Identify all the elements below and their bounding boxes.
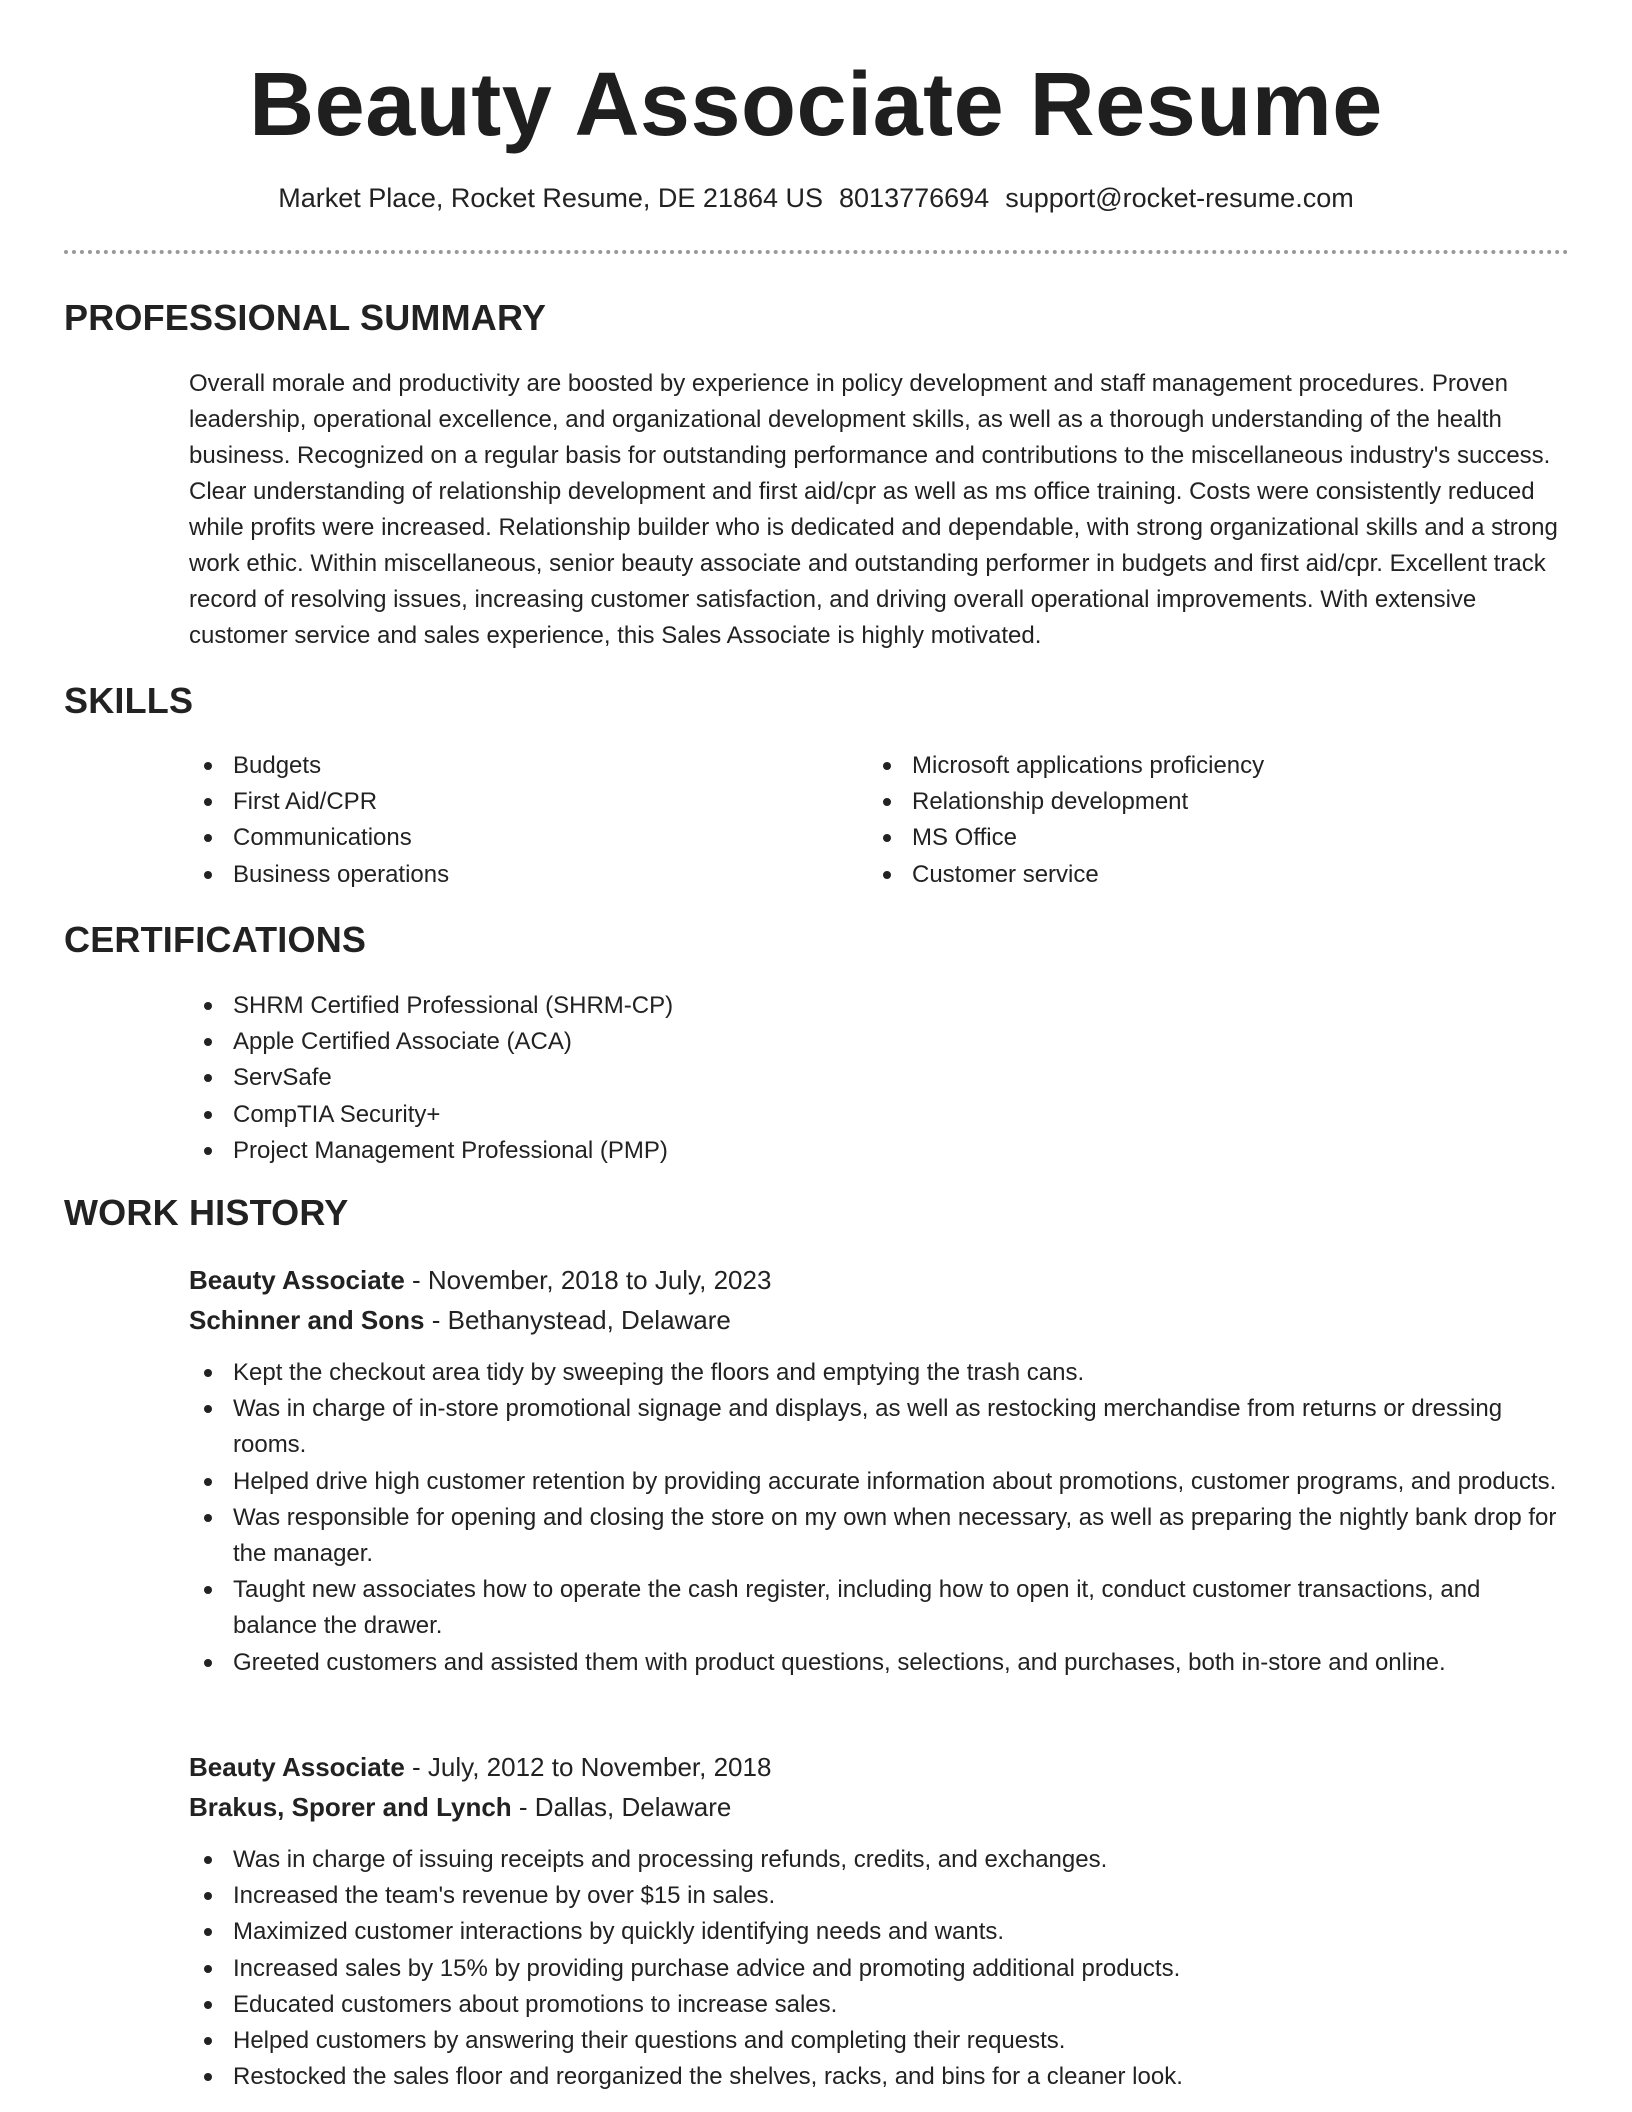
job-bullets bbox=[189, 1842, 1569, 2095]
contact-phone: 8013776694 bbox=[839, 183, 990, 213]
job-bullet: Greeted customers and assisted them with product questions, selections, and purchases, both in-store and online. bbox=[189, 1645, 1569, 1681]
job-company: Brakus, Sporer and Lynch bbox=[189, 1792, 512, 1822]
job-bullet: Restocked the sales floor and reorganized the shelves, racks, and bins for a cleaner look. bbox=[189, 2059, 1569, 2095]
skills-list-right bbox=[868, 748, 1548, 893]
summary-text: Overall morale and productivity are boosted by experience in policy development and staff management procedures. Proven leadership, operational excellence, and organizational development skills, as well as a thorough understanding of the health business. Recognized on a regular basis for outstanding performance and contributions to the miscellaneous industry's success. Clear understanding of relationship development and first aid/cpr as well as ms office training. Costs were consistently reduced while profits were increased. Relationship builder who is dedicated and dependable, with strong organizational skills and a strong work ethic. Within miscellaneous, senior beauty associate and outstanding performer in budgets and first aid/cpr. Excellent track record of resolving issues, increasing customer satisfaction, and driving overall operational improvements. With extensive customer service and sales experience, this Sales Associate is highly motivated. bbox=[189, 370, 1558, 649]
section-heading-summary: PROFESSIONAL SUMMARY bbox=[64, 297, 547, 338]
job-bullet: Educated customers about promotions to increase sales. bbox=[189, 1987, 1569, 2023]
job-bullet: Was in charge of issuing receipts and processing refunds, credits, and exchanges. bbox=[189, 1842, 1569, 1878]
skill-item: Customer service bbox=[868, 857, 1548, 893]
job-bullet: Helped drive high customer retention by providing accurate information about promotions, customer programs, and products. bbox=[189, 1464, 1569, 1500]
certification-item: Project Management Professional (PMP) bbox=[189, 1133, 1389, 1169]
skill-item: First Aid/CPR bbox=[189, 784, 829, 820]
skill-item: Microsoft applications proficiency bbox=[868, 748, 1548, 784]
job-bullet: Increased the team's revenue by over $15 in sales. bbox=[189, 1878, 1569, 1914]
contact-line bbox=[0, 178, 1632, 218]
job-bullet: Was in charge of in-store promotional signage and displays, as well as restocking merchandise from returns or dressing rooms. bbox=[189, 1391, 1569, 1463]
job-company-line bbox=[189, 1789, 731, 1825]
job-dates: - July, 2012 to November, 2018 bbox=[404, 1752, 772, 1782]
contact-address: Market Place, Rocket Resume, DE 21864 US bbox=[278, 183, 824, 213]
job-title: Beauty Associate bbox=[189, 1752, 405, 1782]
job-title-line bbox=[189, 1749, 771, 1785]
skills-list-left bbox=[189, 748, 829, 893]
job-bullet: Was responsible for opening and closing the store on my own when necessary, as well as preparing the nightly bank drop for the manager. bbox=[189, 1500, 1569, 1572]
skill-item: Budgets bbox=[189, 748, 829, 784]
job-bullet: Maximized customer interactions by quickly identifying needs and wants. bbox=[189, 1914, 1569, 1950]
certification-item: SHRM Certified Professional (SHRM-CP) bbox=[189, 988, 1389, 1024]
job-bullet: Taught new associates how to operate the cash register, including how to open it, conduct customer transactions, and balance the drawer. bbox=[189, 1572, 1569, 1644]
section-heading-certifications: CERTIFICATIONS bbox=[64, 919, 367, 960]
job-title: Beauty Associate bbox=[189, 1265, 405, 1295]
certification-item: Apple Certified Associate (ACA) bbox=[189, 1024, 1389, 1060]
certification-item: CompTIA Security+ bbox=[189, 1097, 1389, 1133]
job-company-line bbox=[189, 1302, 731, 1338]
section-heading-work-history: WORK HISTORY bbox=[64, 1192, 349, 1233]
job-location: - Dallas, Delaware bbox=[511, 1792, 732, 1822]
skill-item: MS Office bbox=[868, 820, 1548, 856]
job-dates: - November, 2018 to July, 2023 bbox=[404, 1265, 772, 1295]
job-bullet: Helped customers by answering their questions and completing their requests. bbox=[189, 2023, 1569, 2059]
resume-title: Beauty Associate Resume bbox=[249, 55, 1383, 155]
skill-item: Relationship development bbox=[868, 784, 1548, 820]
job-company: Schinner and Sons bbox=[189, 1305, 425, 1335]
skill-item: Business operations bbox=[189, 857, 829, 893]
contact-email: support@rocket-resume.com bbox=[1005, 183, 1354, 213]
header-divider bbox=[64, 250, 1569, 254]
job-bullet: Increased sales by 15% by providing purchase advice and promoting additional products. bbox=[189, 1951, 1569, 1987]
job-title-line bbox=[189, 1262, 771, 1298]
certification-item: ServSafe bbox=[189, 1060, 1389, 1096]
job-bullets bbox=[189, 1355, 1569, 1681]
section-heading-skills: SKILLS bbox=[64, 680, 194, 721]
certifications-list bbox=[189, 988, 1389, 1169]
skill-item: Communications bbox=[189, 820, 829, 856]
job-bullet: Kept the checkout area tidy by sweeping the floors and emptying the trash cans. bbox=[189, 1355, 1569, 1391]
job-location: - Bethanystead, Delaware bbox=[424, 1305, 731, 1335]
